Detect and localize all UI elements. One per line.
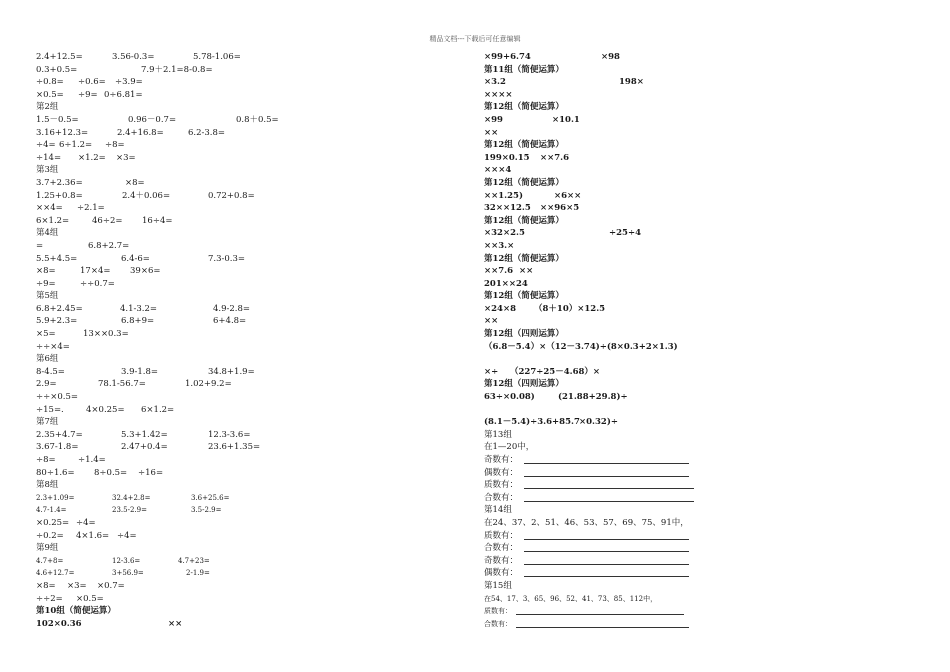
problem-text: ×8= [36, 580, 56, 591]
problem-text: 第5组 [36, 291, 59, 302]
problem-text: 1.25+0.8= [36, 190, 83, 201]
problem-text: ÷2.1= [77, 203, 105, 214]
problem-line [484, 227, 924, 240]
problem-line [36, 567, 456, 580]
problem-line [36, 278, 456, 291]
problem-text: ××3.× [484, 240, 515, 251]
problem-text: 6.8+2.45= [36, 303, 83, 314]
problem-line [36, 454, 456, 467]
problem-line [484, 328, 924, 341]
problem-text: 0.72+0.8= [208, 190, 255, 201]
problem-line [484, 441, 924, 454]
problem-text: ××7.6 [540, 152, 570, 163]
problem-text: 奇数有： [484, 455, 519, 465]
problem-text: ×98 [601, 52, 620, 62]
problem-line [36, 315, 456, 328]
problem-line [484, 278, 924, 291]
problem-line [484, 404, 924, 417]
problem-text: 7.9＋2.1=8-0.8= [141, 64, 213, 75]
problem-text: 12-3.6= [112, 556, 141, 565]
problem-line [484, 366, 924, 379]
problem-text: 第13组 [484, 429, 512, 440]
problem-line [484, 618, 924, 631]
problem-text: 78.1-56.7= [98, 379, 146, 390]
problem-text: 4×0.25= [86, 404, 125, 415]
problem-text: 5.78-1.06= [193, 52, 241, 62]
problem-text: 第15组 [484, 580, 512, 591]
problem-text: 3+56.9= [112, 569, 144, 578]
problem-text: 3.56-0.3= [112, 52, 155, 62]
problem-text: 0.96－0.7= [128, 114, 177, 125]
problem-line [36, 215, 456, 228]
problem-text: 3.6+25.6= [191, 493, 230, 502]
problem-text: 6×1.2= [141, 404, 175, 415]
problem-line [36, 177, 456, 190]
problem-line [484, 253, 924, 266]
problem-text: = [36, 240, 44, 251]
problem-text: ×99 [484, 114, 503, 125]
problem-text: ÷4= [36, 140, 56, 151]
problem-text: 23.5-2.9= [112, 506, 147, 515]
problem-line [484, 341, 924, 354]
problem-line [484, 290, 924, 303]
problem-text: ×× [484, 316, 499, 327]
problem-line [36, 139, 456, 152]
problem-text: ÷15=. [36, 404, 64, 415]
problem-line [36, 555, 456, 568]
problem-line [36, 89, 456, 102]
problem-line [484, 479, 924, 492]
problem-text: ÷÷2= [36, 593, 63, 604]
problem-text: 5.9+2.3= [36, 316, 78, 327]
problem-text: 质数有： [484, 530, 519, 541]
answer-blank-line [524, 576, 689, 577]
problem-line [36, 530, 456, 543]
problem-text: 0÷6.81= [104, 89, 143, 100]
problem-line [36, 290, 456, 303]
problem-text: 3.67-1.8= [36, 442, 79, 453]
problem-text: 2-1.9= [186, 569, 210, 578]
problem-text: ÷0.2= [36, 530, 64, 541]
problem-text: ×× [168, 618, 183, 629]
problem-text: 1.5－0.5= [36, 114, 79, 125]
problem-line [36, 618, 456, 631]
problem-line [484, 303, 924, 316]
problem-text: （227÷25－4.68）× [510, 366, 601, 377]
problem-text: 12.3-3.6= [208, 429, 251, 440]
problem-text: 102×0.36 [36, 618, 82, 629]
right-column [484, 51, 924, 630]
problem-text: 0.3+0.5= [36, 64, 78, 75]
problem-text: 8÷0.5= [94, 467, 128, 478]
problem-line [484, 467, 924, 480]
problem-line [484, 114, 924, 127]
problem-text: 合数有： [484, 543, 519, 554]
answer-blank-line [524, 488, 694, 489]
problem-line [484, 202, 924, 215]
problem-line [484, 64, 924, 77]
problem-text: ×0.5= [76, 593, 104, 604]
problem-text: ÷25÷4 [609, 228, 641, 239]
problem-line [484, 89, 924, 102]
problem-text: （8＋10）×12.5 [534, 303, 606, 314]
problem-line [484, 76, 924, 89]
problem-line [484, 240, 924, 253]
problem-text: 6.8+9= [121, 316, 155, 327]
problem-text: ×99+6.74 [484, 52, 531, 62]
problem-text: ÷16= [138, 467, 164, 478]
problem-text: ×0.32)÷ [579, 417, 618, 428]
problem-text: 0.8＋0.5= [236, 114, 279, 125]
problem-line [36, 240, 456, 253]
left-column [36, 51, 456, 630]
problem-text: 6×1.2= [36, 215, 70, 226]
problem-line [36, 51, 456, 64]
problem-text: ×3= [67, 580, 87, 591]
problem-line [484, 190, 924, 203]
problem-text: 13××0.3= [83, 329, 129, 340]
problem-line [484, 593, 924, 606]
problem-text: ×10.1 [552, 114, 580, 125]
problem-text: ×6×× [554, 190, 582, 201]
problem-line [484, 517, 924, 530]
problem-text: ×××4 [484, 165, 512, 176]
problem-text: ÷4= [76, 517, 96, 528]
problem-line [36, 227, 456, 240]
problem-line [484, 605, 924, 618]
problem-text: 4.7+8= [36, 556, 64, 565]
problem-text: ÷÷0.7= [80, 278, 115, 289]
problem-text: ×3.2 [484, 77, 506, 88]
problem-text: ÷4= [117, 530, 137, 541]
problem-text: 4.6+12.7= [36, 569, 75, 578]
problem-text: 80÷1.6= [36, 467, 75, 478]
problem-line [36, 366, 456, 379]
problem-text: ××96×5 [540, 203, 580, 214]
problem-line [36, 378, 456, 391]
problem-text: 第3组 [36, 165, 59, 176]
problem-line [484, 265, 924, 278]
problem-text: 8-4.5= [36, 366, 65, 377]
problem-text: ×3= [116, 152, 136, 163]
problem-text: 第12组（四则运算） [484, 379, 564, 390]
problem-text: 第2组 [36, 102, 59, 113]
problem-text: ×× [519, 266, 534, 277]
problem-line [484, 139, 924, 152]
problem-text: 4.7+23= [178, 556, 210, 565]
problem-line [36, 328, 456, 341]
problem-text: ×0.7= [97, 580, 125, 591]
problem-text: 4.7-1.4= [36, 506, 67, 515]
problem-text: ÷3.9= [115, 77, 143, 88]
problem-line [484, 315, 924, 328]
problem-line [36, 391, 456, 404]
problem-text: (8.1－5.4)÷3.6+85.7 [484, 417, 580, 428]
problem-text: 2.9= [36, 379, 57, 390]
problem-text: ×÷ [484, 366, 499, 377]
problem-text: 质数有： [484, 480, 519, 491]
problem-text: ÷0.6= [78, 77, 106, 88]
problem-text: 合数有： [484, 492, 519, 503]
problem-text: ×××× [484, 89, 513, 100]
problem-line [36, 127, 456, 140]
problem-line [484, 152, 924, 165]
problem-text: ××1.25) [484, 190, 523, 201]
problem-text: ×24×8 [484, 303, 516, 314]
problem-line [36, 114, 456, 127]
problem-text: 在24、37、2、51、46、53、57、69、75、91中， [484, 517, 689, 528]
problem-line [36, 593, 456, 606]
problem-text: ÷9= [78, 89, 98, 100]
problem-line [36, 164, 456, 177]
problem-text: ×8= [125, 177, 145, 188]
problem-text: ×5= [36, 329, 56, 340]
problem-text: 偶数有： [484, 467, 519, 478]
problem-line [484, 454, 924, 467]
problem-line [484, 215, 924, 228]
problem-line [36, 580, 456, 593]
problem-text: ÷÷×0.5= [36, 392, 79, 403]
problem-text: 5.5+4.5= [36, 253, 78, 264]
problem-text: 63÷×0.08) [484, 392, 535, 403]
problem-line [36, 416, 456, 429]
problem-text: （6.8－5.4）×（12－3.74)÷(8×0.3+2×1.3) [484, 341, 678, 352]
problem-line [36, 152, 456, 165]
problem-line [36, 605, 456, 618]
problem-text: 第10组（简便运算） [36, 606, 116, 617]
problem-text: ÷0.8= [36, 77, 64, 88]
problem-line [484, 530, 924, 543]
problem-text: 1.02+9.2= [185, 379, 232, 390]
answer-blank-line [524, 476, 689, 477]
problem-line [484, 101, 924, 114]
problem-text: 6+4.8= [213, 316, 247, 327]
problem-line [36, 341, 456, 354]
problem-line [36, 517, 456, 530]
problem-text: 32.4+2.8= [112, 493, 151, 502]
problem-line [36, 479, 456, 492]
answer-blank-line [524, 551, 689, 552]
problem-text: 第7组 [36, 417, 59, 428]
problem-line [36, 492, 456, 505]
problem-text: 2.47+0.4= [121, 442, 168, 453]
problem-text: 6.2-3.8= [188, 127, 226, 138]
problem-line [36, 353, 456, 366]
problem-line [36, 429, 456, 442]
problem-text: 4×1.6= [76, 530, 110, 541]
problem-line [36, 76, 456, 89]
problem-text: ××7.6 [484, 266, 514, 277]
problem-text: 3.7+2.36= [36, 177, 83, 188]
problem-text: 第4组 [36, 228, 59, 239]
problem-text: 第12组（简便运算） [484, 215, 564, 226]
problem-text: ÷1.4= [78, 455, 106, 465]
problem-text: 2.35+4.7= [36, 429, 83, 440]
problem-text: ÷8= [36, 455, 56, 465]
problem-text: ÷8= [105, 140, 125, 151]
problem-text: 质数有： [484, 607, 512, 616]
answer-blank-line [516, 614, 684, 615]
problem-text: 6.4-6= [121, 253, 150, 264]
problem-text: 第6组 [36, 354, 59, 365]
problem-text: 3.9-1.8= [121, 366, 159, 377]
problem-line [484, 504, 924, 517]
problem-text: 2.4+12.5= [36, 52, 83, 62]
problem-line [36, 190, 456, 203]
problem-text: ××4= [36, 203, 63, 214]
problem-line [484, 164, 924, 177]
problem-line [36, 303, 456, 316]
problem-text: 偶数有： [484, 568, 519, 579]
problem-text: 第12组（简便运算） [484, 140, 564, 151]
problem-text: 合数有： [484, 619, 512, 628]
problem-text: 17×4= [80, 266, 111, 277]
problem-text: 32××12.5 [484, 203, 531, 214]
problem-text: 奇数有： [484, 555, 519, 566]
problem-text: ×× [484, 127, 499, 138]
problem-line [484, 177, 924, 190]
problem-text: 34.8+1.9= [208, 366, 255, 377]
problem-line [36, 441, 456, 454]
problem-text: 16÷4= [142, 215, 173, 226]
problem-text: 第14组 [484, 505, 512, 516]
problem-line [36, 253, 456, 266]
problem-text: 201××24 [484, 278, 528, 289]
problem-text: 6÷1.2= [59, 140, 93, 151]
problem-line [36, 404, 456, 417]
answer-blank-line [516, 627, 689, 628]
problem-text: 46÷2= [92, 215, 123, 226]
problem-text: 3.16+12.3= [36, 127, 89, 138]
problem-text: (21.88+29.8)÷ [558, 392, 628, 403]
problem-text: ×0.25= [36, 517, 70, 528]
problem-text: 23.6+1.35= [208, 442, 261, 453]
problem-text: 在54、17、3、65、96、52、41、73、85、112中， [484, 594, 658, 603]
problem-text: ×8= [36, 266, 56, 277]
problem-line [36, 202, 456, 215]
problem-text: 第11组（简便运算） [484, 64, 564, 75]
problem-text: 第12组（简便运算） [484, 177, 564, 188]
problem-line [484, 429, 924, 442]
problem-text: ÷÷×4= [36, 341, 70, 352]
problem-line [36, 265, 456, 278]
page-header: 精品文档---下载后可任意编辑 [429, 35, 521, 43]
problem-text: 第12组（简便运算） [484, 253, 564, 264]
problem-text: 2.4+16.8= [117, 127, 164, 138]
answer-blank-line [524, 539, 689, 540]
problem-text: ÷9= [36, 278, 56, 289]
problem-text: 198× [619, 77, 644, 88]
problem-text: 4.1-3.2= [120, 303, 158, 314]
problem-text: 2.4＋0.06= [122, 190, 171, 201]
problem-text: 39×6= [130, 266, 161, 277]
problem-line [484, 391, 924, 404]
problem-text: 5.3+1.42= [121, 429, 168, 440]
problem-text: 199×0.15 [484, 152, 530, 163]
problem-text: ×32×2.5 [484, 228, 525, 239]
answer-blank-line [524, 564, 689, 565]
problem-text: ×0.5= [36, 89, 64, 100]
problem-text: 3.5-2.9= [191, 506, 222, 515]
problem-text: ÷14= [36, 152, 62, 163]
problem-text: 第12组（简便运算） [484, 102, 564, 113]
problem-line [484, 567, 924, 580]
problem-text: 6.8+2.7= [88, 240, 130, 251]
problem-line [484, 51, 924, 64]
problem-line [484, 580, 924, 593]
problem-text: 第8组 [36, 480, 59, 491]
problem-text: 第12组（四则运算） [484, 329, 564, 340]
problem-line [484, 127, 924, 140]
answer-blank-line [524, 463, 689, 464]
problem-text: 7.3-0.3= [208, 253, 246, 264]
problem-line [484, 492, 924, 505]
problem-line [484, 555, 924, 568]
problem-line [36, 101, 456, 114]
problem-text: 2.3+1.09= [36, 493, 75, 502]
problem-line [36, 504, 456, 517]
problem-line [484, 542, 924, 555]
problem-text: 在1—20中， [484, 442, 535, 453]
problem-text: 4.9-2.8= [213, 303, 251, 314]
problem-line [36, 542, 456, 555]
problem-line [484, 416, 924, 429]
problem-line [484, 353, 924, 366]
problem-text: 第9组 [36, 543, 59, 554]
answer-blank-line [524, 501, 694, 502]
problem-text: ×1.2= [78, 152, 106, 163]
problem-text: 第12组（简便运算） [484, 291, 564, 302]
problem-line [36, 64, 456, 77]
problem-line [36, 467, 456, 480]
problem-line [484, 378, 924, 391]
